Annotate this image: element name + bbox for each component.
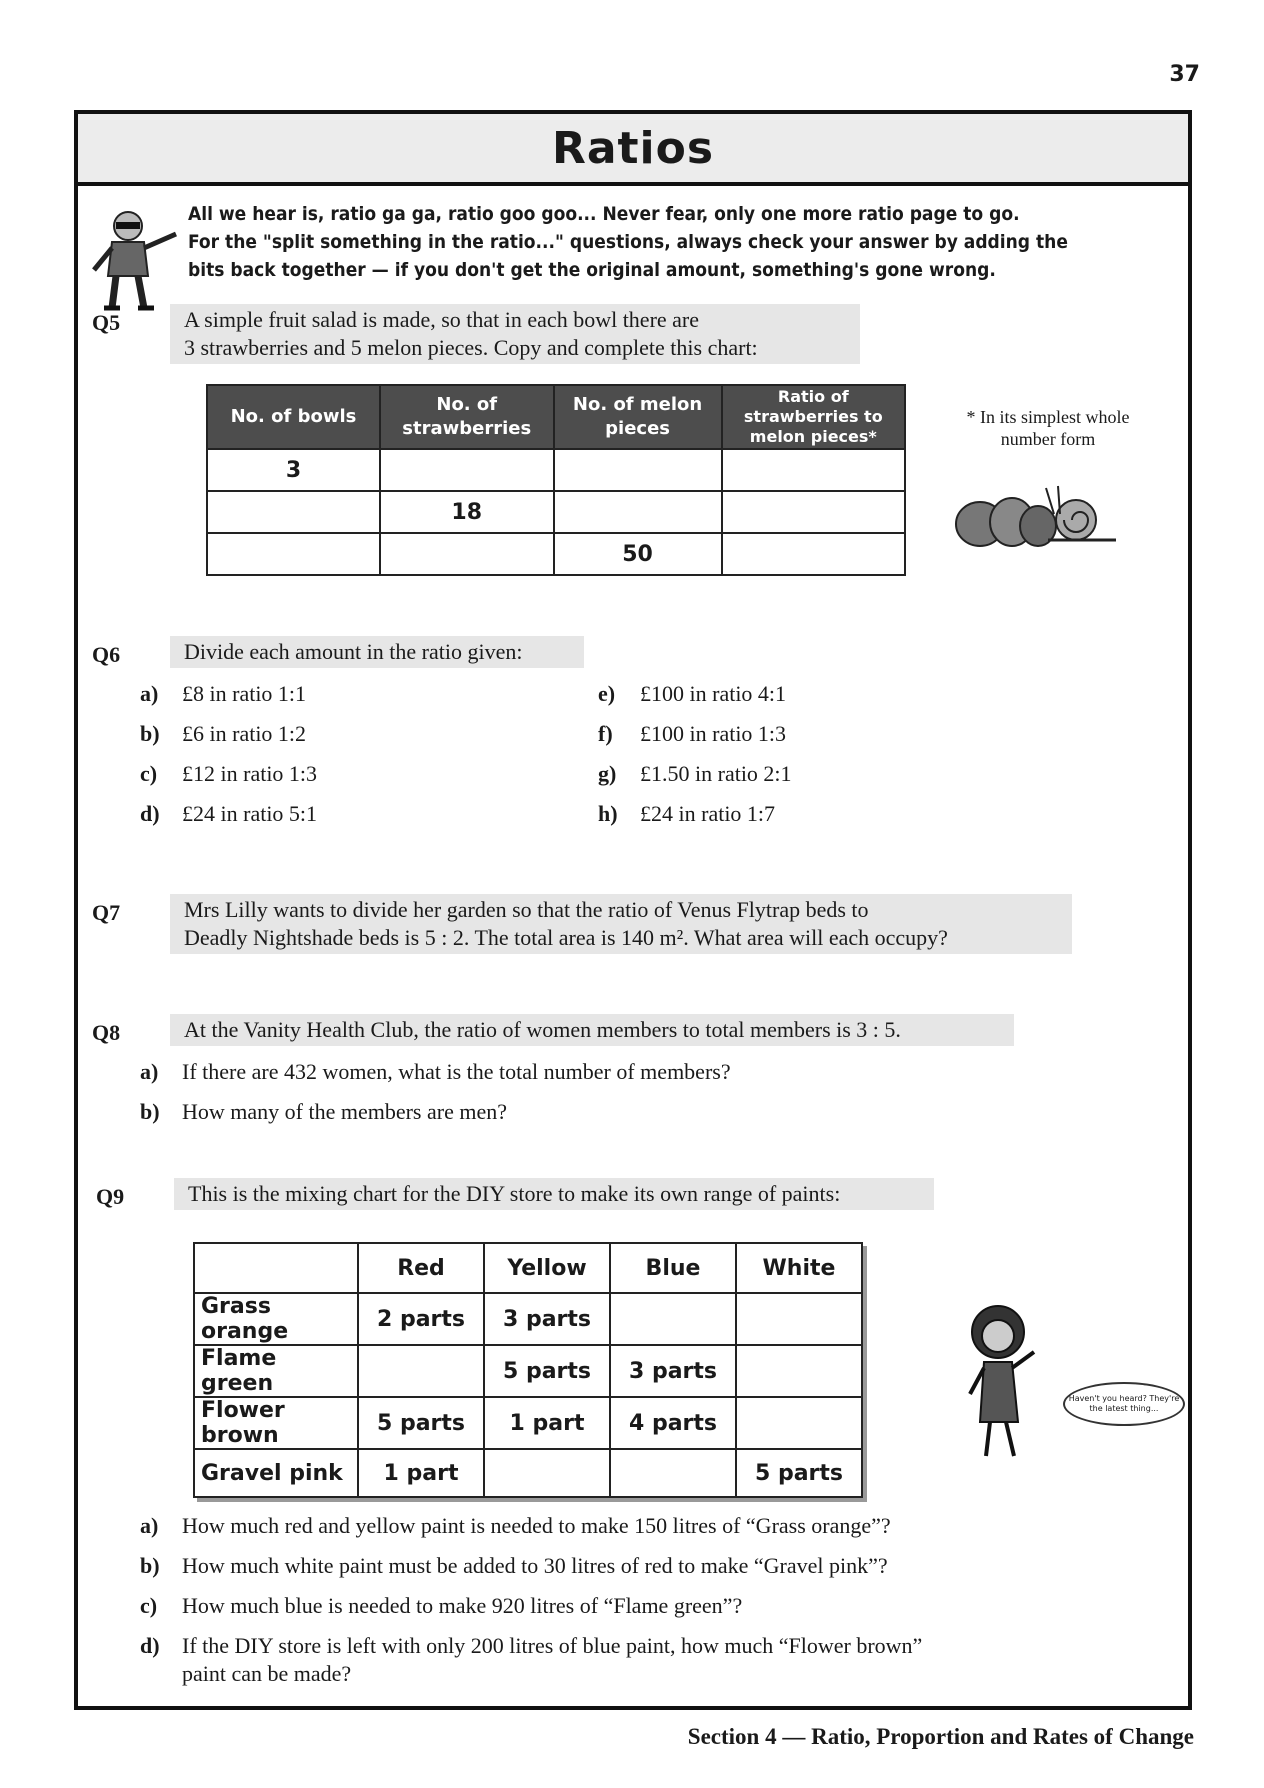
q8-item-a: a) If there are 432 women, what is the total number of members? <box>140 1059 731 1084</box>
table-cell: 1 part <box>358 1449 484 1497</box>
table-cell: 3 parts <box>484 1293 610 1345</box>
table-cell <box>380 533 554 575</box>
intro-text <box>188 200 1168 284</box>
q9-number: Q9 <box>96 1184 125 1209</box>
q6-question: Divide each amount in the ratio given: <box>170 636 584 668</box>
table-row <box>194 1449 862 1497</box>
table-row <box>194 1345 862 1397</box>
header-strawberries: No. of strawberries <box>380 385 554 449</box>
table-row <box>194 1293 862 1345</box>
q9-item-a: a) How much red and yellow paint is needed to make 150 litres of “Grass orange”? <box>140 1513 891 1538</box>
q5-question <box>170 304 860 364</box>
q6-item-d: d) £24 in ratio 5:1 <box>140 801 318 826</box>
intro-line: For the "split something in the ratio..." questions, always check your answer by adding the <box>188 231 1068 253</box>
table-cell <box>207 533 380 575</box>
header-white: White <box>736 1243 862 1293</box>
table-cell <box>380 449 554 491</box>
table-row <box>207 491 905 533</box>
table-cell <box>358 1345 484 1397</box>
q6-item-c: c) £12 in ratio 1:3 <box>140 761 318 786</box>
q8-number: Q8 <box>92 1020 121 1045</box>
q5-text-line: 3 strawberries and 5 melon pieces. Copy and complete this chart: <box>184 335 758 360</box>
fruit-salad-table <box>206 384 906 576</box>
table-cell <box>484 1449 610 1497</box>
q5-footnote: * In its simplest whole number form <box>966 407 1130 449</box>
header-red: Red <box>358 1243 484 1293</box>
q7-number: Q7 <box>92 900 121 925</box>
table-cell: 18 <box>380 491 554 533</box>
table-cell <box>722 449 905 491</box>
table-cell: Grass orange <box>194 1293 358 1345</box>
q9-item-b: b) How much white paint must be added to 30 litres of red to make “Gravel pink”? <box>140 1553 888 1578</box>
q9-question: This is the mixing chart for the DIY store to make its own range of paints: <box>174 1178 934 1210</box>
header-yellow: Yellow <box>484 1243 610 1293</box>
table-row <box>207 449 905 491</box>
q5-text-line: A simple fruit salad is made, so that in each bowl there are <box>184 307 700 332</box>
q9-item-d: d) If the DIY store is left with only 200 litres of blue paint, how much “Flower brown” <box>140 1633 923 1658</box>
table-cell <box>736 1397 862 1449</box>
q9-item-d-cont: paint can be made? <box>182 1661 352 1686</box>
intro-line: bits back together — if you don't get the original amount, something's gone wrong. <box>188 259 996 281</box>
table-cell: 5 parts <box>484 1345 610 1397</box>
header-bowls: No. of bowls <box>207 385 380 449</box>
cartoon-man-illustration <box>88 204 188 314</box>
intro-line: All we hear is, ratio ga ga, ratio goo goo... Never fear, only one more ratio page to go. <box>188 203 1020 225</box>
table-cell <box>207 491 380 533</box>
page-number: 37 <box>1169 62 1200 87</box>
q6-item-g: g) £1.50 in ratio 2:1 <box>598 761 792 786</box>
table-cell: 4 parts <box>610 1397 736 1449</box>
q9-item-c: c) How much blue is needed to make 920 litres of “Flame green”? <box>140 1593 743 1618</box>
q6-item-e: e) £100 in ratio 4:1 <box>598 681 787 706</box>
section-footer: Section 4 — Ratio, Proportion and Rates of Change <box>687 1724 1194 1749</box>
table-cell: Flame green <box>194 1345 358 1397</box>
table-cell <box>610 1449 736 1497</box>
table-cell <box>554 449 722 491</box>
q5-number: Q5 <box>92 310 121 335</box>
table-header-row <box>194 1243 862 1293</box>
paint-mixing-table <box>193 1242 863 1498</box>
q7-text-line: Mrs Lilly wants to divide her garden so that the ratio of Venus Flytrap beds to <box>184 897 869 922</box>
q7-question <box>170 894 1072 954</box>
table-cell <box>722 533 905 575</box>
q6-item-h: h) £24 in ratio 1:7 <box>598 801 776 826</box>
table-cell <box>736 1345 862 1397</box>
table-cell <box>554 491 722 533</box>
table-cell <box>736 1293 862 1345</box>
q7-text-line: Deadly Nightshade beds is 5 : 2. The total area is 140 m². What area will each occupy? <box>184 925 948 950</box>
q6-item-a: a) £8 in ratio 1:1 <box>140 681 307 706</box>
table-cell: Flower brown <box>194 1397 358 1449</box>
table-row <box>207 533 905 575</box>
q8-question: At the Vanity Health Club, the ratio of women members to total members is 3 : 5. <box>170 1014 1014 1046</box>
q6-item-f: f) £100 in ratio 1:3 <box>598 721 787 746</box>
table-cell: 2 parts <box>358 1293 484 1345</box>
header-blue: Blue <box>610 1243 736 1293</box>
worksheet-frame <box>74 110 1192 1710</box>
title-bar <box>78 114 1188 186</box>
table-cell: 3 <box>207 449 380 491</box>
table-cell <box>194 1243 358 1293</box>
table-cell: 5 parts <box>736 1449 862 1497</box>
cartoon-woman-illustration <box>938 1294 1068 1464</box>
table-cell: 1 part <box>484 1397 610 1449</box>
table-cell: 3 parts <box>610 1345 736 1397</box>
table-cell: Gravel pink <box>194 1449 358 1497</box>
strawberries-snail-illustration <box>950 474 1120 554</box>
table-cell <box>722 491 905 533</box>
q6-number: Q6 <box>92 642 121 667</box>
q8-item-b: b) How many of the members are men? <box>140 1099 507 1124</box>
header-ratio: Ratio of strawberries to melon pieces* <box>722 385 905 449</box>
speech-bubble: Haven't you heard? They're the latest thing... <box>1063 1382 1185 1426</box>
table-cell <box>610 1293 736 1345</box>
table-cell: 5 parts <box>358 1397 484 1449</box>
q6-item-b: b) £6 in ratio 1:2 <box>140 721 307 746</box>
table-row <box>194 1397 862 1449</box>
page-title: Ratios <box>551 122 715 174</box>
table-cell: 50 <box>554 533 722 575</box>
header-melon: No. of melon pieces <box>554 385 722 449</box>
